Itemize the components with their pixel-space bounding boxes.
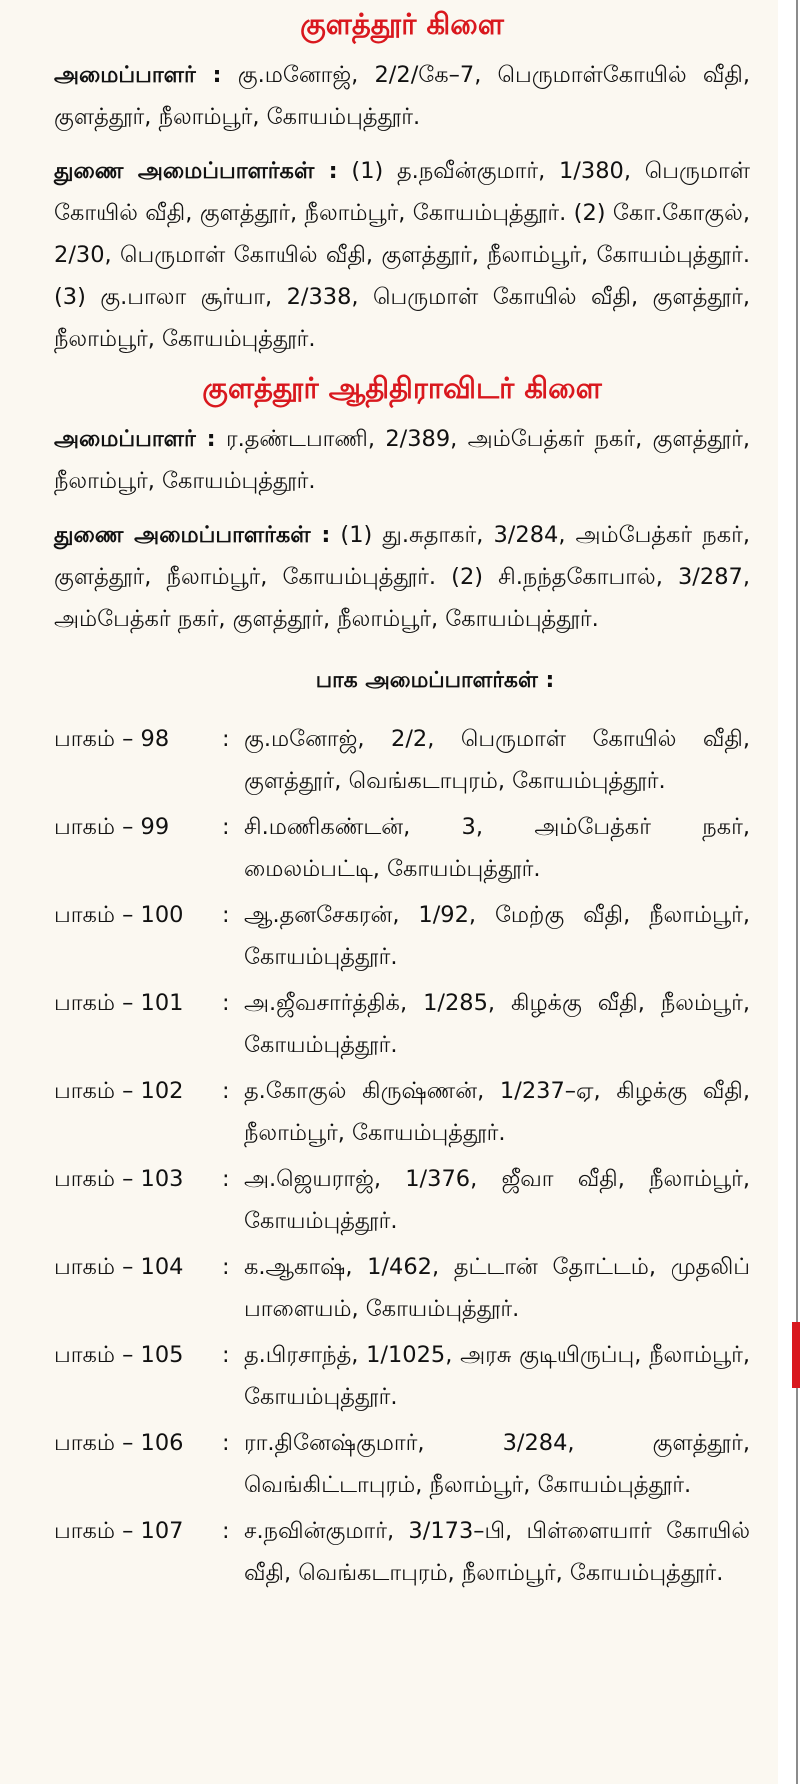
list-item [54, 1422, 750, 1506]
organizer-label: அமைப்பாளர் : [54, 62, 222, 88]
list-item [54, 894, 750, 978]
colon-separator: : [222, 1518, 230, 1544]
part-number: பாகம் – 102 [54, 1078, 184, 1104]
organizer-paragraph [54, 54, 750, 138]
list-item [54, 1158, 750, 1242]
organizer-label: அமைப்பாளர் : [54, 426, 216, 452]
page-edge-marker [792, 1322, 800, 1388]
part-number: பாகம் – 103 [54, 1166, 184, 1192]
deputy-organizers-text: (1) த.நவீன்குமார், 1/380, பெருமாள் கோயில் வீதி, குளத்தூர், நீலாம்பூர், கோயம்புத்தூர். (2) கோ.கோகுல், 2/30, பெருமாள் கோயில் வீதி, குளத்தூர், நீலாம்பூர், கோயம்புத்தூர். (3) கு.பாலா சூர்யா, 2/338, பெருமாள் கோயில் வீதி, குளத்தூர், நீலாம்பூர், கோயம்புத்தூர். [54, 158, 750, 352]
organizer-paragraph [54, 418, 750, 502]
list-item [54, 718, 750, 802]
part-number: பாகம் – 106 [54, 1430, 184, 1456]
part-organizer-text: அ.ஜீவசார்த்திக், 1/285, கிழக்கு வீதி, நீலம்பூர், கோயம்புத்தூர். [244, 990, 750, 1058]
colon-separator: : [222, 1430, 230, 1456]
deputy-organizers-label: துணை அமைப்பாளர்கள் : [54, 158, 338, 184]
page-edge-line [796, 0, 798, 1784]
part-organizer-text: த.பிரசாந்த், 1/1025, அரசு குடியிருப்பு, நீலாம்பூர், கோயம்புத்தூர். [244, 1342, 750, 1410]
colon-separator: : [222, 1078, 230, 1104]
part-organizer-text: ரா.தினேஷ்குமார், 3/284, குளத்தூர், வெங்கிட்டாபுரம், நீலாம்பூர், கோயம்புத்தூர். [244, 1430, 750, 1498]
part-organizers-heading: பாக அமைப்பாளர்கள் : [315, 668, 555, 693]
colon-separator: : [222, 990, 230, 1016]
list-item [54, 806, 750, 890]
part-organizer-text: க.ஆகாஷ், 1/462, தட்டான் தோட்டம், முதலிப் பாளையம், கோயம்புத்தூர். [244, 1254, 750, 1322]
colon-separator: : [222, 814, 230, 840]
part-organizer-text: ச.நவின்குமார், 3/173–பி, பிள்ளையார் கோயில் வீதி, வெங்கடாபுரம், நீலாம்பூர், கோயம்புத்தூர். [244, 1518, 750, 1586]
colon-separator: : [222, 726, 230, 752]
part-number: பாகம் – 98 [54, 726, 170, 752]
colon-separator: : [222, 1342, 230, 1368]
list-item [54, 1510, 750, 1594]
part-organizer-text: த.கோகுல் கிருஷ்ணன், 1/237–ஏ, கிழக்கு வீதி, நீலாம்பூர், கோயம்புத்தூர். [244, 1078, 750, 1146]
part-number: பாகம் – 104 [54, 1254, 184, 1280]
part-organizers-list [54, 718, 750, 1594]
list-item [54, 1246, 750, 1330]
part-number: பாகம் – 101 [54, 990, 184, 1016]
part-organizer-text: அ.ஜெயராஜ், 1/376, ஜீவா வீதி, நீலாம்பூர், கோயம்புத்தூர். [244, 1166, 750, 1234]
part-organizer-text: சி.மணிகண்டன், 3, அம்பேத்கர் நகர், மைலம்பட்டி, கோயம்புத்தூர். [244, 814, 750, 882]
organizer-text: கு.மனோஜ், 2/2/கே–7, பெருமாள்கோயில் வீதி, குளத்தூர், நீலாம்பூர், கோயம்புத்தூர். [54, 62, 750, 130]
section-title-kulathur-adidravidar-branch: குளத்தூர் ஆதிதிராவிடர் கிளை [202, 371, 602, 405]
section-title-kulathur-branch: குளத்தூர் கிளை [300, 7, 504, 41]
list-item [54, 1334, 750, 1418]
deputy-organizers-label: துணை அமைப்பாளர்கள் : [54, 522, 331, 548]
deputy-organizers-text: (1) து.சுதாகர், 3/284, அம்பேத்கர் நகர், குளத்தூர், நீலாம்பூர், கோயம்புத்தூர். (2) சி.நந்தகோபால், 3/287, அம்பேத்கர் நகர், குளத்தூர், நீலாம்பூர், கோயம்புத்தூர். [54, 522, 750, 632]
part-organizer-text: ஆ.தனசேகரன், 1/92, மேற்கு வீதி, நீலாம்பூர், கோயம்புத்தூர். [244, 902, 750, 970]
part-number: பாகம் – 99 [54, 814, 170, 840]
part-number: பாகம் – 105 [54, 1342, 184, 1368]
part-organizer-text: கு.மனோஜ், 2/2, பெருமாள் கோயில் வீதி, குளத்தூர், வெங்கடாபுரம், கோயம்புத்தூர். [244, 726, 750, 794]
organizer-text: ர.தண்டபாணி, 2/389, அம்பேத்கர் நகர், குளத்தூர், நீலாம்பூர், கோயம்புத்தூர். [54, 426, 750, 494]
list-item [54, 1070, 750, 1154]
colon-separator: : [222, 1166, 230, 1192]
deputy-organizers-paragraph [54, 150, 750, 360]
colon-separator: : [222, 1254, 230, 1280]
part-number: பாகம் – 100 [54, 902, 184, 928]
part-number: பாகம் – 107 [54, 1518, 184, 1544]
deputy-organizers-paragraph [54, 514, 750, 640]
colon-separator: : [222, 902, 230, 928]
list-item [54, 982, 750, 1066]
